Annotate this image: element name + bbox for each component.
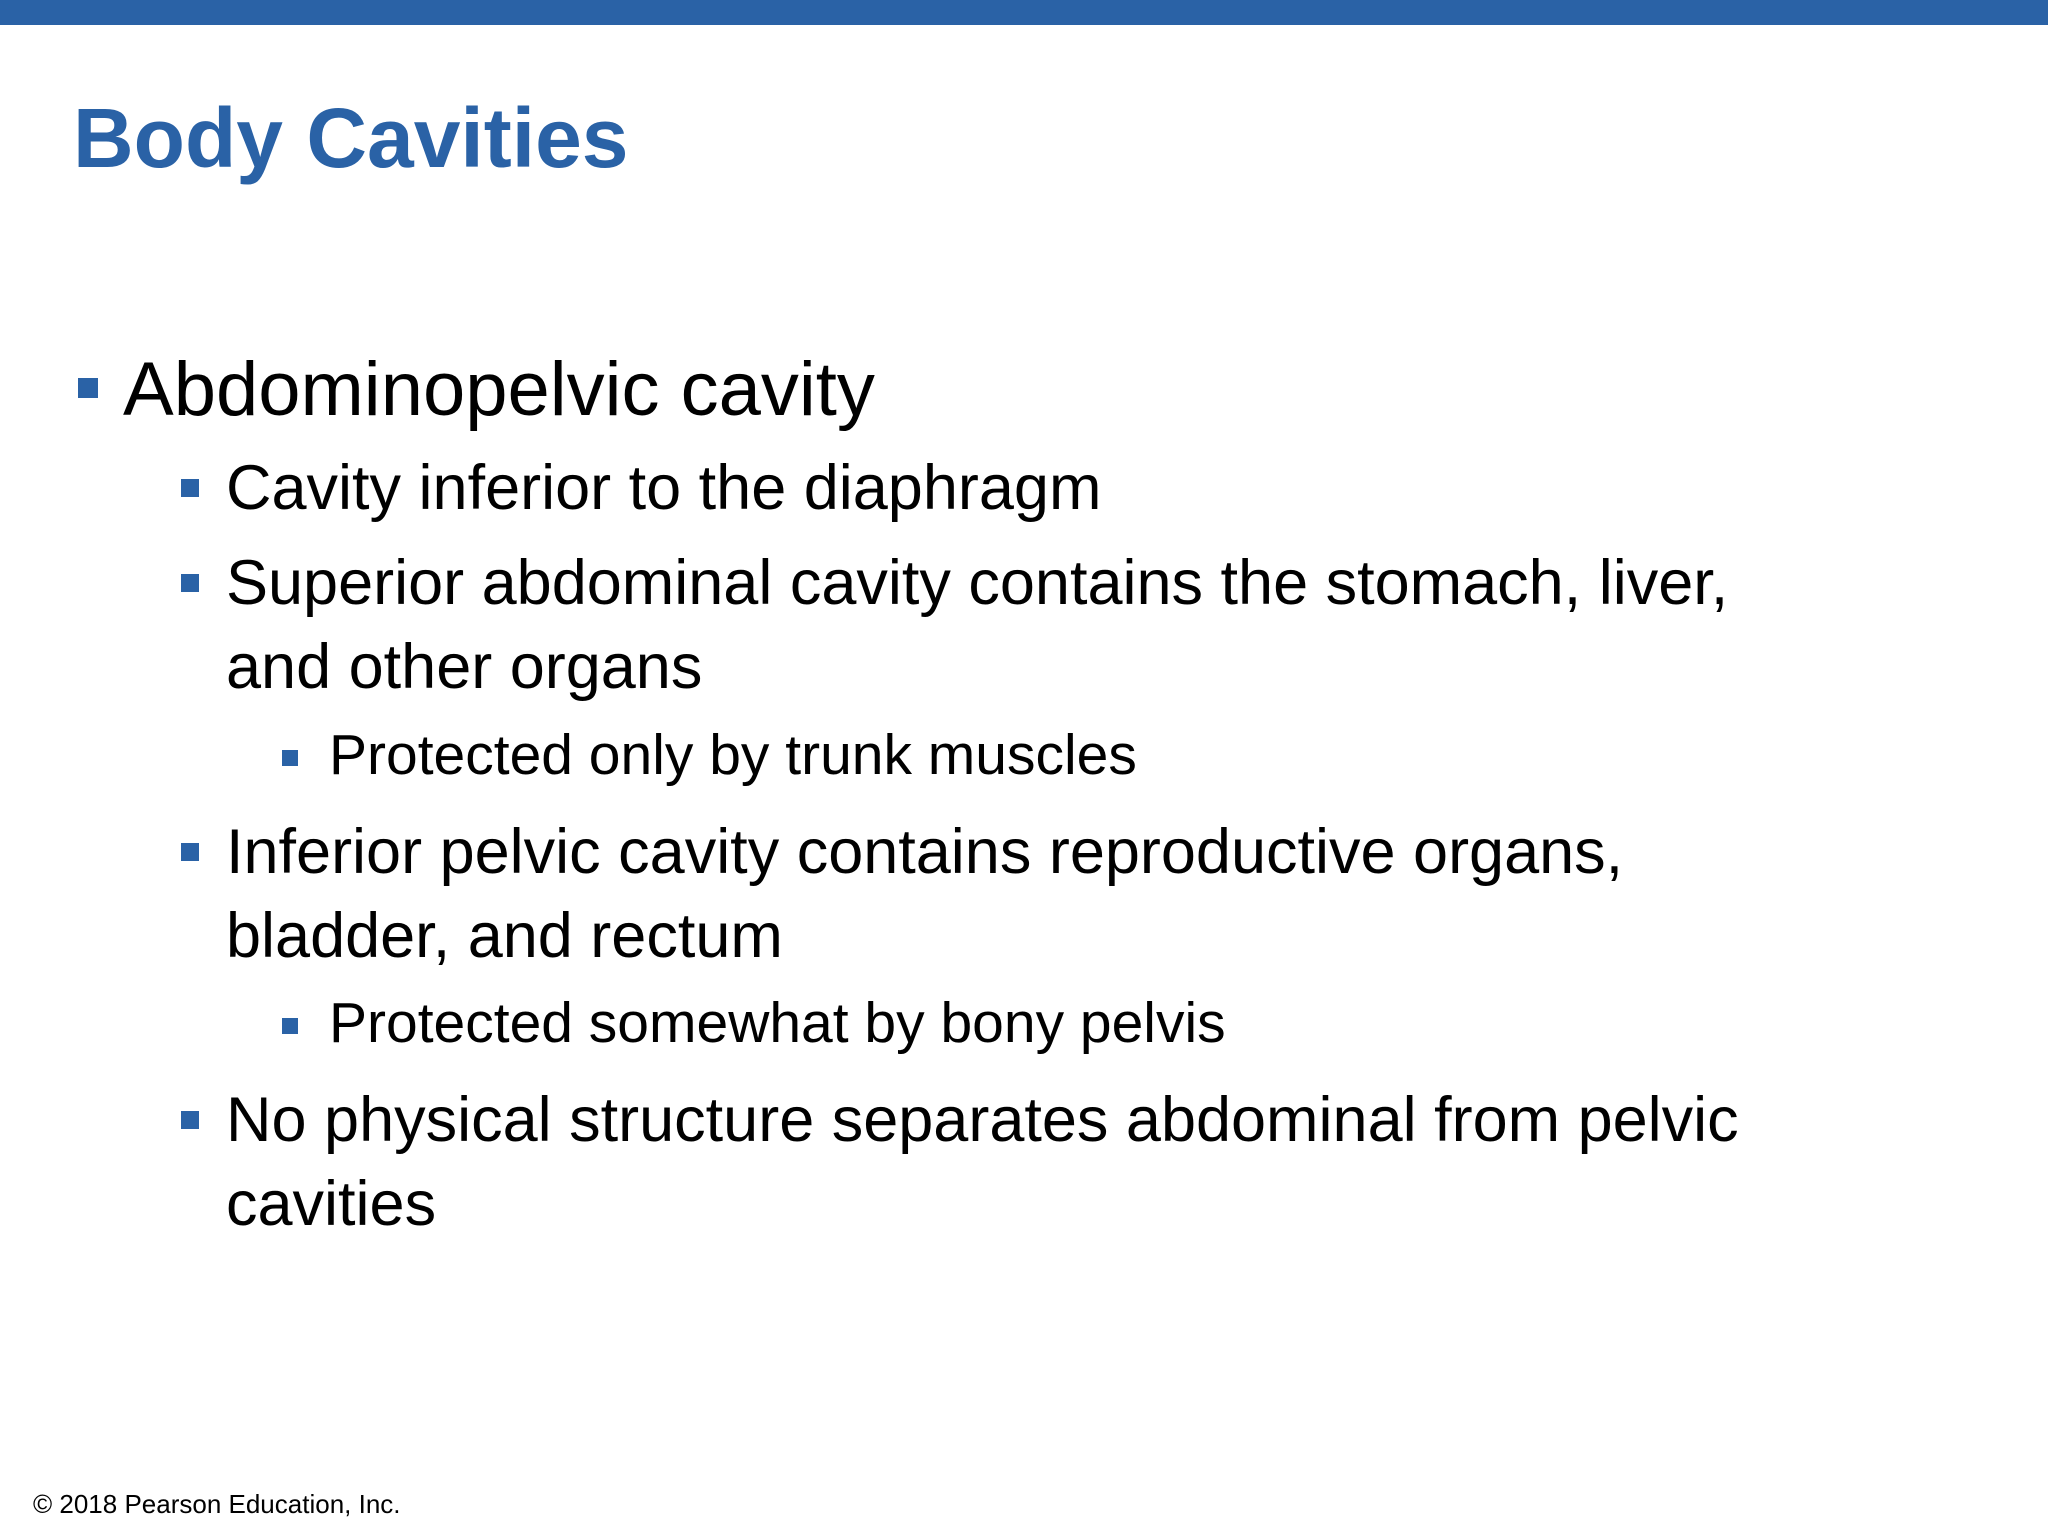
bullet-no-physical-structure xyxy=(226,1078,1739,1246)
square-bullet-icon xyxy=(181,479,199,497)
bullet-text: No physical structure separates abdominal from pelvic xyxy=(226,1085,1739,1155)
bullet-protected-trunk-muscles xyxy=(329,723,1137,789)
bullet-text: Cavity inferior to the diaphragm xyxy=(226,453,1102,523)
bullet-text: Abdominopelvic cavity xyxy=(123,347,875,432)
square-bullet-icon xyxy=(181,574,199,592)
bullet-cavity-inferior xyxy=(226,446,1101,530)
bullet-text-continued: bladder, and rectum xyxy=(226,901,783,971)
bullet-abdominopelvic-cavity xyxy=(123,348,875,432)
bullet-protected-bony-pelvis xyxy=(329,991,1226,1057)
bullet-text: Protected somewhat by bony pelvis xyxy=(329,991,1226,1055)
bullet-text: Superior abdominal cavity contains the stomach, liver, xyxy=(226,548,1729,618)
slide-title: Body Cavities xyxy=(73,91,629,185)
bullet-text: Protected only by trunk muscles xyxy=(329,723,1137,787)
footer-copyright: © 2018 Pearson Education, Inc. xyxy=(33,1489,401,1519)
square-bullet-icon xyxy=(78,378,98,398)
bullet-text: Inferior pelvic cavity contains reproductive organs, xyxy=(226,817,1624,887)
bullet-inferior-pelvic-cavity xyxy=(226,810,1623,978)
square-bullet-icon xyxy=(282,750,298,766)
bullet-text-continued: and other organs xyxy=(226,632,703,702)
square-bullet-icon xyxy=(181,843,199,861)
bullet-text-continued: cavities xyxy=(226,1169,437,1239)
square-bullet-icon xyxy=(282,1018,298,1034)
square-bullet-icon xyxy=(181,1111,199,1129)
bullet-superior-abdominal-cavity xyxy=(226,541,1728,709)
